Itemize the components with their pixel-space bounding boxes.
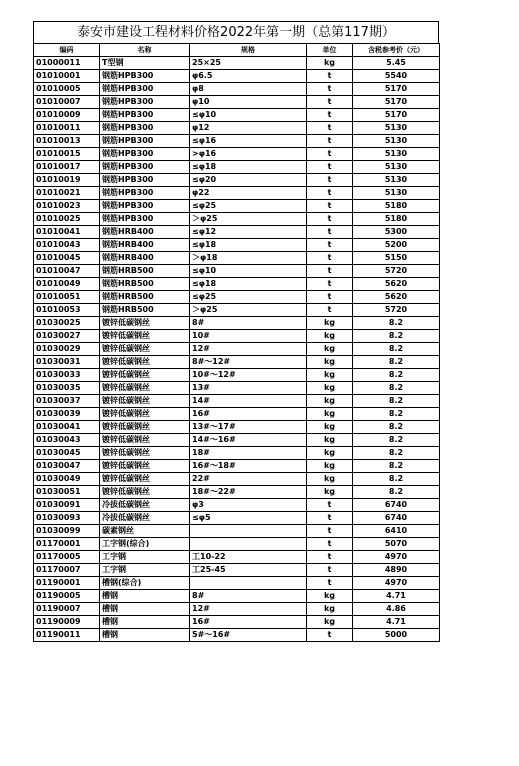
table-header-row xyxy=(34,44,440,57)
cell-spec: 25×25 xyxy=(190,57,307,70)
cell-name: 镀锌低碳钢丝 xyxy=(100,343,190,356)
cell-name: 钢筋HPB300 xyxy=(100,187,190,200)
table-row xyxy=(34,252,440,265)
cell-name: 镀锌低碳钢丝 xyxy=(100,330,190,343)
cell-code: 01030091 xyxy=(34,499,100,512)
cell-price: 6740 xyxy=(353,499,440,512)
cell-unit: t xyxy=(307,135,353,148)
table-row xyxy=(34,499,440,512)
cell-name: 槽钢 xyxy=(100,629,190,642)
cell-price: 5130 xyxy=(353,135,440,148)
cell-spec: ≤φ18 xyxy=(190,161,307,174)
cell-name: 钢筋HPB300 xyxy=(100,96,190,109)
cell-unit: t xyxy=(307,538,353,551)
table-row xyxy=(34,343,440,356)
cell-spec: ≤φ18 xyxy=(190,278,307,291)
cell-price: 5180 xyxy=(353,200,440,213)
table-row xyxy=(34,187,440,200)
cell-spec: 工25-45 xyxy=(190,564,307,577)
cell-spec: 12# xyxy=(190,603,307,616)
cell-spec: >φ16 xyxy=(190,148,307,161)
cell-unit: t xyxy=(307,161,353,174)
cell-price: 5620 xyxy=(353,278,440,291)
cell-spec: 16#～18# xyxy=(190,460,307,473)
cell-price: 5170 xyxy=(353,109,440,122)
cell-spec: 18# xyxy=(190,447,307,460)
cell-spec: ＞φ18 xyxy=(190,252,307,265)
cell-code: 01010041 xyxy=(34,226,100,239)
cell-code: 01030031 xyxy=(34,356,100,369)
cell-spec: 8#～12# xyxy=(190,356,307,369)
table-row xyxy=(34,317,440,330)
table-row xyxy=(34,213,440,226)
cell-unit: t xyxy=(307,83,353,96)
table-row xyxy=(34,512,440,525)
table-row xyxy=(34,304,440,317)
cell-unit: kg xyxy=(307,473,353,486)
header-unit: 单位 xyxy=(307,44,353,57)
table-row xyxy=(34,356,440,369)
cell-name: 钢筋HRB500 xyxy=(100,304,190,317)
cell-unit: kg xyxy=(307,434,353,447)
table-row xyxy=(34,83,440,96)
cell-unit: t xyxy=(307,226,353,239)
cell-name: 钢筋HRB400 xyxy=(100,252,190,265)
cell-unit: t xyxy=(307,499,353,512)
cell-spec xyxy=(190,577,307,590)
cell-spec: 13# xyxy=(190,382,307,395)
cell-name: 钢筋HPB300 xyxy=(100,161,190,174)
cell-price: 5150 xyxy=(353,252,440,265)
cell-spec: φ22 xyxy=(190,187,307,200)
cell-spec: ≤φ5 xyxy=(190,512,307,525)
cell-spec xyxy=(190,525,307,538)
cell-name: 镀锌低碳钢丝 xyxy=(100,460,190,473)
cell-price: 5070 xyxy=(353,538,440,551)
cell-spec: 10#～12# xyxy=(190,369,307,382)
cell-spec: φ10 xyxy=(190,96,307,109)
cell-name: 镀锌低碳钢丝 xyxy=(100,395,190,408)
cell-price: 8.2 xyxy=(353,434,440,447)
cell-price: 5.45 xyxy=(353,57,440,70)
cell-name: 槽钢(综合) xyxy=(100,577,190,590)
table-row xyxy=(34,603,440,616)
cell-name: 工字钢 xyxy=(100,564,190,577)
cell-unit: kg xyxy=(307,382,353,395)
cell-unit: kg xyxy=(307,330,353,343)
cell-code: 01010007 xyxy=(34,96,100,109)
cell-price: 5130 xyxy=(353,148,440,161)
table-row xyxy=(34,174,440,187)
cell-name: 钢筋HPB300 xyxy=(100,109,190,122)
table-row xyxy=(34,525,440,538)
cell-code: 01190001 xyxy=(34,577,100,590)
cell-price: 8.2 xyxy=(353,330,440,343)
cell-code: 01030051 xyxy=(34,486,100,499)
cell-unit: t xyxy=(307,200,353,213)
cell-name: 镀锌低碳钢丝 xyxy=(100,447,190,460)
cell-code: 01010053 xyxy=(34,304,100,317)
table-row xyxy=(34,447,440,460)
table-row xyxy=(34,486,440,499)
table-row xyxy=(34,96,440,109)
cell-price: 5000 xyxy=(353,629,440,642)
cell-price: 8.2 xyxy=(353,421,440,434)
cell-unit: kg xyxy=(307,603,353,616)
cell-name: 镀锌低碳钢丝 xyxy=(100,317,190,330)
cell-price: 6740 xyxy=(353,512,440,525)
cell-price: 5180 xyxy=(353,213,440,226)
cell-name: 镀锌低碳钢丝 xyxy=(100,486,190,499)
cell-spec: 13#～17# xyxy=(190,421,307,434)
cell-unit: t xyxy=(307,239,353,252)
cell-code: 01190011 xyxy=(34,629,100,642)
cell-code: 01010015 xyxy=(34,148,100,161)
cell-code: 01010045 xyxy=(34,252,100,265)
cell-code: 01030045 xyxy=(34,447,100,460)
cell-unit: t xyxy=(307,174,353,187)
cell-spec: φ6.5 xyxy=(190,70,307,83)
table-row xyxy=(34,395,440,408)
cell-code: 01030035 xyxy=(34,382,100,395)
cell-unit: kg xyxy=(307,395,353,408)
cell-code: 01010049 xyxy=(34,278,100,291)
cell-name: 钢筋HPB300 xyxy=(100,122,190,135)
table-row xyxy=(34,629,440,642)
cell-unit: kg xyxy=(307,460,353,473)
cell-code: 01030093 xyxy=(34,512,100,525)
cell-price: 8.2 xyxy=(353,395,440,408)
header-name: 名称 xyxy=(100,44,190,57)
table-row xyxy=(34,330,440,343)
cell-code: 01010013 xyxy=(34,135,100,148)
table-row xyxy=(34,473,440,486)
cell-code: 01010001 xyxy=(34,70,100,83)
cell-unit: t xyxy=(307,122,353,135)
cell-unit: kg xyxy=(307,616,353,629)
cell-name: 钢筋HRB500 xyxy=(100,291,190,304)
cell-code: 01030029 xyxy=(34,343,100,356)
cell-price: 8.2 xyxy=(353,343,440,356)
cell-price: 8.2 xyxy=(353,408,440,421)
cell-unit: kg xyxy=(307,317,353,330)
cell-spec: ≤φ16 xyxy=(190,135,307,148)
cell-price: 5170 xyxy=(353,83,440,96)
cell-name: 冷拔低碳钢丝 xyxy=(100,499,190,512)
cell-price: 5130 xyxy=(353,122,440,135)
table-row xyxy=(34,122,440,135)
cell-price: 6410 xyxy=(353,525,440,538)
cell-code: 01030037 xyxy=(34,395,100,408)
cell-spec: 8# xyxy=(190,590,307,603)
sheet-title: 泰安市建设工程材料价格2022年第一期（总第117期） xyxy=(33,21,439,43)
table-row xyxy=(34,551,440,564)
cell-price: 5620 xyxy=(353,291,440,304)
cell-unit: t xyxy=(307,512,353,525)
cell-price: 4.71 xyxy=(353,590,440,603)
cell-name: 工字钢 xyxy=(100,551,190,564)
cell-spec: 18#～22# xyxy=(190,486,307,499)
cell-price: 5130 xyxy=(353,161,440,174)
cell-price: 8.2 xyxy=(353,317,440,330)
cell-name: 工字钢(综合) xyxy=(100,538,190,551)
cell-spec: 8# xyxy=(190,317,307,330)
cell-code: 01010043 xyxy=(34,239,100,252)
cell-unit: t xyxy=(307,525,353,538)
table-row xyxy=(34,148,440,161)
cell-name: 冷拔低碳钢丝 xyxy=(100,512,190,525)
table-body xyxy=(34,57,440,642)
cell-name: 钢筋HRB500 xyxy=(100,265,190,278)
cell-code: 01170005 xyxy=(34,551,100,564)
table-row xyxy=(34,460,440,473)
cell-name: 槽钢 xyxy=(100,616,190,629)
cell-spec: ≤φ20 xyxy=(190,174,307,187)
cell-code: 01010023 xyxy=(34,200,100,213)
cell-code: 01170001 xyxy=(34,538,100,551)
cell-name: 镀锌低碳钢丝 xyxy=(100,369,190,382)
cell-name: 镀锌低碳钢丝 xyxy=(100,473,190,486)
cell-unit: kg xyxy=(307,343,353,356)
table-row xyxy=(34,538,440,551)
cell-unit: t xyxy=(307,629,353,642)
table-row xyxy=(34,434,440,447)
cell-code: 01010009 xyxy=(34,109,100,122)
cell-code: 01010025 xyxy=(34,213,100,226)
cell-code: 01030047 xyxy=(34,460,100,473)
cell-spec: 12# xyxy=(190,343,307,356)
cell-spec: ＞φ25 xyxy=(190,304,307,317)
cell-name: 镀锌低碳钢丝 xyxy=(100,382,190,395)
cell-unit: kg xyxy=(307,408,353,421)
cell-spec: 22# xyxy=(190,473,307,486)
table-row xyxy=(34,278,440,291)
cell-code: 01030099 xyxy=(34,525,100,538)
cell-price: 5300 xyxy=(353,226,440,239)
header-price: 含税参考价（元） xyxy=(353,44,440,57)
cell-unit: t xyxy=(307,213,353,226)
cell-price: 8.2 xyxy=(353,460,440,473)
cell-code: 01010011 xyxy=(34,122,100,135)
cell-price: 8.2 xyxy=(353,369,440,382)
table-row xyxy=(34,590,440,603)
cell-spec: ＞φ25 xyxy=(190,213,307,226)
cell-code: 01030027 xyxy=(34,330,100,343)
cell-code: 01030033 xyxy=(34,369,100,382)
cell-name: 钢筋HPB300 xyxy=(100,174,190,187)
table-row xyxy=(34,200,440,213)
cell-unit: t xyxy=(307,109,353,122)
cell-unit: t xyxy=(307,278,353,291)
cell-price: 5130 xyxy=(353,187,440,200)
cell-price: 8.2 xyxy=(353,486,440,499)
cell-price: 8.2 xyxy=(353,447,440,460)
table-row xyxy=(34,57,440,70)
cell-spec xyxy=(190,538,307,551)
cell-spec: ≤φ12 xyxy=(190,226,307,239)
price-sheet xyxy=(33,21,439,642)
table-row xyxy=(34,616,440,629)
cell-unit: t xyxy=(307,304,353,317)
cell-code: 01030025 xyxy=(34,317,100,330)
cell-unit: t xyxy=(307,70,353,83)
cell-name: 钢筋HPB300 xyxy=(100,83,190,96)
cell-spec: φ3 xyxy=(190,499,307,512)
header-spec: 规格 xyxy=(190,44,307,57)
cell-unit: kg xyxy=(307,590,353,603)
cell-unit: t xyxy=(307,252,353,265)
cell-unit: kg xyxy=(307,421,353,434)
cell-spec: 10# xyxy=(190,330,307,343)
cell-unit: kg xyxy=(307,369,353,382)
cell-code: 01030041 xyxy=(34,421,100,434)
cell-unit: t xyxy=(307,291,353,304)
cell-unit: kg xyxy=(307,356,353,369)
cell-code: 01000011 xyxy=(34,57,100,70)
cell-name: 镀锌低碳钢丝 xyxy=(100,434,190,447)
cell-unit: t xyxy=(307,187,353,200)
cell-price: 4890 xyxy=(353,564,440,577)
cell-price: 4970 xyxy=(353,577,440,590)
cell-unit: kg xyxy=(307,57,353,70)
cell-code: 01190009 xyxy=(34,616,100,629)
cell-spec: 14# xyxy=(190,395,307,408)
cell-name: 钢筋HRB500 xyxy=(100,278,190,291)
cell-code: 01190007 xyxy=(34,603,100,616)
cell-spec: 16# xyxy=(190,616,307,629)
cell-name: 镀锌低碳钢丝 xyxy=(100,421,190,434)
header-code: 编码 xyxy=(34,44,100,57)
table-row xyxy=(34,161,440,174)
cell-price: 4.71 xyxy=(353,616,440,629)
table-row xyxy=(34,369,440,382)
cell-price: 4970 xyxy=(353,551,440,564)
price-table xyxy=(33,43,440,642)
cell-price: 5540 xyxy=(353,70,440,83)
cell-unit: t xyxy=(307,564,353,577)
cell-code: 01030039 xyxy=(34,408,100,421)
table-row xyxy=(34,135,440,148)
table-row xyxy=(34,109,440,122)
cell-name: 钢筋HPB300 xyxy=(100,213,190,226)
cell-spec: ≤φ18 xyxy=(190,239,307,252)
cell-price: 8.2 xyxy=(353,473,440,486)
table-row xyxy=(34,408,440,421)
cell-spec: 工10-22 xyxy=(190,551,307,564)
cell-spec: 5#～16# xyxy=(190,629,307,642)
cell-unit: kg xyxy=(307,486,353,499)
cell-unit: t xyxy=(307,148,353,161)
cell-name: T型钢 xyxy=(100,57,190,70)
cell-price: 8.2 xyxy=(353,382,440,395)
cell-unit: kg xyxy=(307,447,353,460)
cell-name: 钢筋HPB300 xyxy=(100,148,190,161)
cell-spec: ≤φ10 xyxy=(190,109,307,122)
cell-spec: ≤φ25 xyxy=(190,200,307,213)
cell-name: 钢筋HPB300 xyxy=(100,70,190,83)
table-row xyxy=(34,265,440,278)
cell-unit: t xyxy=(307,265,353,278)
table-row xyxy=(34,564,440,577)
cell-name: 钢筋HRB400 xyxy=(100,226,190,239)
cell-code: 01010005 xyxy=(34,83,100,96)
table-row xyxy=(34,226,440,239)
cell-name: 槽钢 xyxy=(100,603,190,616)
cell-spec: ≤φ25 xyxy=(190,291,307,304)
cell-code: 01010047 xyxy=(34,265,100,278)
cell-spec: 16# xyxy=(190,408,307,421)
cell-code: 01190005 xyxy=(34,590,100,603)
cell-code: 01170007 xyxy=(34,564,100,577)
cell-code: 01010017 xyxy=(34,161,100,174)
cell-spec: 14#～16# xyxy=(190,434,307,447)
cell-price: 5200 xyxy=(353,239,440,252)
cell-name: 钢筋HPB300 xyxy=(100,200,190,213)
cell-code: 01010019 xyxy=(34,174,100,187)
cell-name: 碳素钢丝 xyxy=(100,525,190,538)
table-row xyxy=(34,291,440,304)
cell-price: 8.2 xyxy=(353,356,440,369)
cell-code: 01010051 xyxy=(34,291,100,304)
cell-code: 01030043 xyxy=(34,434,100,447)
cell-price: 5720 xyxy=(353,265,440,278)
cell-unit: t xyxy=(307,551,353,564)
table-row xyxy=(34,577,440,590)
cell-unit: t xyxy=(307,96,353,109)
table-row xyxy=(34,239,440,252)
cell-price: 5720 xyxy=(353,304,440,317)
cell-price: 4.86 xyxy=(353,603,440,616)
cell-spec: φ8 xyxy=(190,83,307,96)
cell-code: 01030049 xyxy=(34,473,100,486)
cell-price: 5130 xyxy=(353,174,440,187)
cell-name: 槽钢 xyxy=(100,590,190,603)
cell-spec: ≤φ10 xyxy=(190,265,307,278)
table-row xyxy=(34,70,440,83)
cell-code: 01010021 xyxy=(34,187,100,200)
table-row xyxy=(34,382,440,395)
cell-price: 5170 xyxy=(353,96,440,109)
cell-name: 钢筋HPB300 xyxy=(100,135,190,148)
cell-unit: t xyxy=(307,577,353,590)
cell-spec: φ12 xyxy=(190,122,307,135)
table-row xyxy=(34,421,440,434)
cell-name: 镀锌低碳钢丝 xyxy=(100,408,190,421)
cell-name: 镀锌低碳钢丝 xyxy=(100,356,190,369)
cell-name: 钢筋HRB400 xyxy=(100,239,190,252)
